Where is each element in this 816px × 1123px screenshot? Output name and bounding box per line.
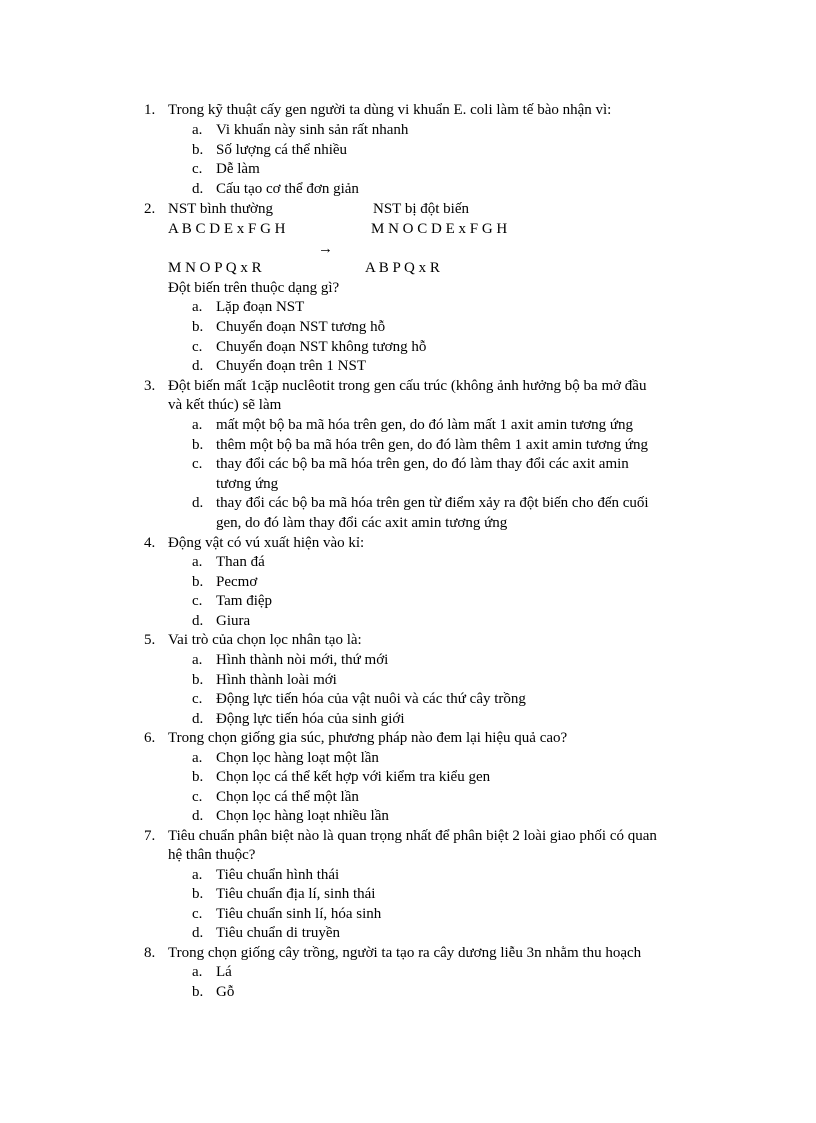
question-2: 2. NST bình thường <box>144 201 273 217</box>
question-text-continued: hệ thân thuộc? <box>168 847 256 863</box>
option: b. Pecmơ <box>192 574 258 590</box>
question-4: 4. Động vật có vú xuất hiện vào kỉ: <box>144 535 365 551</box>
option-continued: tương ứng <box>216 476 279 492</box>
option: b. Hình thành loài mới <box>192 672 337 688</box>
question-text: Trong chọn giống gia súc, phương pháp nào đem lại hiệu quả cao? <box>168 730 568 746</box>
option: b. Tiêu chuẩn địa lí, sinh thái <box>192 886 376 902</box>
option: a. Chọn lọc hàng loạt một lần <box>192 750 379 766</box>
question-text: Trong chọn giống cây trồng, người ta tạo ra cây dương liễu 3n nhằm thu hoạch <box>168 945 642 961</box>
option: b. Gỗ <box>192 984 235 1000</box>
normal-chromosome-label: NST bình thường <box>168 201 273 217</box>
option: b. Chuyển đoạn NST tương hỗ <box>192 319 386 335</box>
option-continued: gen, do đó làm thay đổi các axit amin tương ứng <box>216 515 508 531</box>
option: c. Tam điệp <box>192 593 273 609</box>
option: c. Chọn lọc cá thể một lần <box>192 789 359 805</box>
option: d. Tiêu chuẩn di truyền <box>192 925 341 941</box>
question-8: 8. Trong chọn giống cây trồng, người ta tạo ra cây dương liễu 3n nhằm thu hoạch <box>144 945 642 961</box>
option: a. mất một bộ ba mã hóa trên gen, do đó làm mất 1 axit amin tương ứng <box>192 417 634 433</box>
option: d. Cấu tạo cơ thể đơn giản <box>192 181 359 197</box>
mutant-chromosome-row-2: A B P Q x R <box>365 260 440 276</box>
normal-chromosome-row-1: A B C D E x F G H <box>168 221 286 237</box>
option: c. Tiêu chuẩn sinh lí, hóa sinh <box>192 906 382 922</box>
option: a. Vi khuẩn này sinh sản rất nhanh <box>192 122 409 138</box>
option: d. Giura <box>192 613 251 629</box>
option: c. Chuyển đoạn NST không tương hỗ <box>192 339 427 355</box>
mutant-chromosome-row-1: M N O C D E x F G H <box>371 221 508 237</box>
option: a. Lặp đoạn NST <box>192 299 305 315</box>
option: c. Dễ làm <box>192 161 260 177</box>
option: c. thay đổi các bộ ba mã hóa trên gen, do đó làm thay đổi các axit amin <box>192 456 629 472</box>
question-text: Đột biến trên thuộc dạng gì? <box>168 280 340 296</box>
question-text: Tiêu chuẩn phân biệt nào là quan trọng nhất để phân biệt 2 loài giao phối có quan <box>168 828 657 844</box>
option: d. Chuyển đoạn trên 1 NST <box>192 358 366 374</box>
question-text: Động vật có vú xuất hiện vào kỉ: <box>168 535 365 551</box>
question-7: 7. Tiêu chuẩn phân biệt nào là quan trọng nhất để phân biệt 2 loài giao phối có quan <box>144 828 657 844</box>
option: d. thay đổi các bộ ba mã hóa trên gen từ điểm xảy ra đột biến cho đến cuối <box>192 495 649 511</box>
arrow-right-icon: → <box>318 241 333 257</box>
mutant-chromosome-label: NST bị đột biến <box>373 201 469 217</box>
option: b. Chọn lọc cá thể kết hợp với kiểm tra kiểu gen <box>192 769 491 785</box>
question-text-continued: và kết thúc) sẽ làm <box>168 397 282 413</box>
question-5: 5. Vai trò của chọn lọc nhân tạo là: <box>144 632 362 648</box>
question-text: Đột biến mất 1cặp nuclêotit trong gen cấu trúc (không ảnh hưởng bộ ba mở đầu <box>168 378 647 394</box>
option: a. Lá <box>192 964 232 980</box>
question-text: Trong kỹ thuật cấy gen người ta dùng vi khuẩn E. coli làm tế bào nhận vì: <box>168 102 612 118</box>
option: d. Động lực tiến hóa của sinh giới <box>192 711 405 727</box>
question-3: 3. Đột biến mất 1cặp nuclêotit trong gen cấu trúc (không ảnh hưởng bộ ba mở đầu <box>144 378 647 394</box>
option: d. Chọn lọc hàng loạt nhiều lần <box>192 808 389 824</box>
question-1: 1. Trong kỹ thuật cấy gen người ta dùng vi khuẩn E. coli làm tế bào nhận vì: <box>144 102 612 118</box>
option: a. Than đá <box>192 554 265 570</box>
option: a. Hình thành nòi mới, thứ mới <box>192 652 389 668</box>
option: b. Số lượng cá thể nhiều <box>192 142 348 158</box>
normal-chromosome-row-2: M N O P Q x R <box>168 260 262 276</box>
question-6: 6. Trong chọn giống gia súc, phương pháp nào đem lại hiệu quả cao? <box>144 730 568 746</box>
option: c. Động lực tiến hóa của vật nuôi và các thứ cây trồng <box>192 691 526 707</box>
option: b. thêm một bộ ba mã hóa trên gen, do đó làm thêm 1 axit amin tương ứng <box>192 437 649 453</box>
option: a. Tiêu chuẩn hình thái <box>192 867 340 883</box>
question-text: Vai trò của chọn lọc nhân tạo là: <box>168 632 362 648</box>
